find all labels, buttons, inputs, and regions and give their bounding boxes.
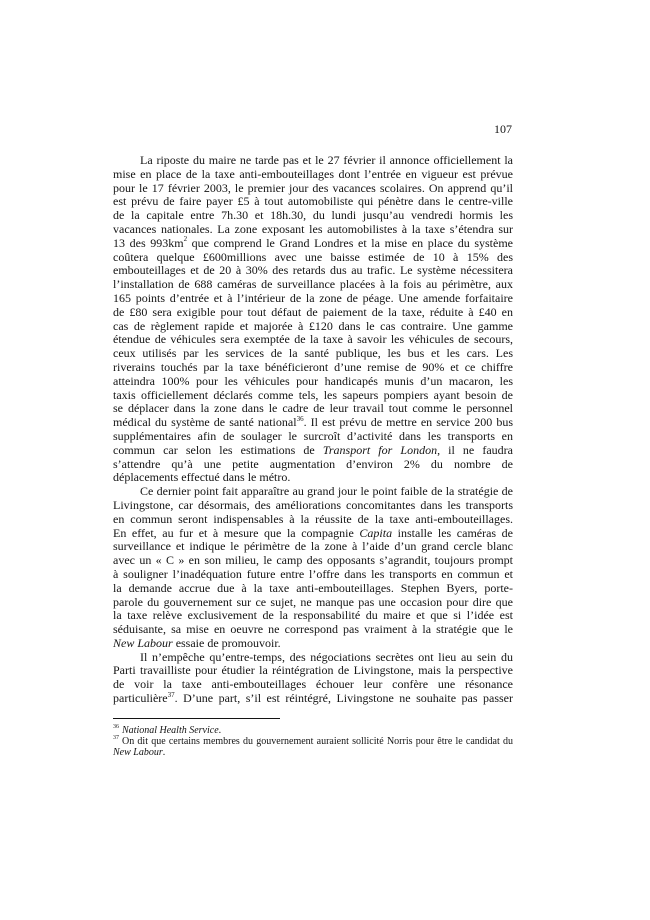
text-line: [113, 195, 513, 209]
text-line: [113, 402, 513, 416]
paragraph: [113, 485, 513, 651]
footnote: [113, 725, 513, 736]
text-line: [113, 223, 513, 237]
text-line: [113, 485, 513, 499]
text-run: médical du système de santé national: [113, 415, 297, 430]
footnote-reference: 36: [296, 414, 304, 423]
text-run: l’installation de 688 caméras de surveillance placées à la fois au périmètre, aux: [113, 277, 513, 292]
body-text: [113, 154, 513, 706]
footnote-number: 36: [113, 724, 119, 731]
footnote-reference: 37: [167, 690, 175, 699]
footnote-line: [113, 725, 513, 736]
text-run: particulière: [113, 691, 168, 706]
text-run: atteindra 100% pour les véhicules pour handicapés munis d’un macaron, les: [113, 373, 513, 388]
text-run: riverains touchés par la taxe bénéficieront d’une remise de 90% et ce chiffre: [113, 359, 513, 374]
text-line: [113, 416, 513, 430]
text-line: [113, 678, 513, 692]
text-run: avec un « C » en son milieu, le camp des opposants s’agrandit, toujours prompt: [113, 553, 513, 568]
text-run: parole du gouvernement sur ce sujet, ne manque pas une occasion pour dire que: [113, 594, 513, 609]
paragraph: [113, 154, 513, 485]
text-run: de la capitale entre 7h.30 et 18h.30, du lundi jusqu’au vendredi hormis les: [113, 208, 513, 223]
text-run: la taxe relève exclusivement de la responsabilité du maire et que si l’idée est: [113, 608, 513, 623]
text-run: En effet, au fur et à mesure que la compagnie: [113, 525, 360, 540]
text-run: vacances nationales. La zone exposant les automobilistes à la taxe s’étendra sur: [113, 221, 513, 236]
text-run: Livingstone, car désormais, des améliorations concomitantes dans les transports: [113, 497, 513, 512]
text-line: [113, 609, 513, 623]
text-line: [113, 513, 513, 527]
text-run: essaie de promouvoir.: [172, 635, 281, 650]
text-line: [113, 651, 513, 665]
text-run: coûtera quelque £600millions avec une baisse estimée de 10 à 15% des: [113, 249, 513, 264]
text-run: .: [162, 747, 166, 758]
text-run: commun car selon les estimations de: [113, 442, 323, 457]
italic-text: National Health Service: [122, 725, 219, 736]
text-line: [113, 540, 513, 554]
text-run: installe les caméras de: [392, 525, 514, 540]
text-line: [113, 499, 513, 513]
italic-text: Capita: [359, 525, 393, 540]
text-run: est prévu de faire payer £5 à tout automobiliste qui pénètre dans le centre-ville: [113, 194, 513, 209]
text-run: Il n’empêche qu’entre-temps, des négociations secrètes ont lieu au sein du: [140, 649, 513, 664]
text-line: [113, 637, 513, 651]
footnotes: [113, 725, 513, 758]
text-run: surveillance et indique le périmètre de la zone à l’aide d’un grand cercle blanc: [113, 539, 513, 554]
page-number: 107: [494, 122, 512, 136]
text-run: en commun seront indispensables à la réussite de la taxe anti-embouteillages.: [113, 511, 513, 526]
footnote: [113, 736, 513, 758]
footnote-line: [113, 736, 513, 747]
text-line: [113, 375, 513, 389]
text-line: [113, 458, 513, 472]
text-line: [113, 430, 513, 444]
text-run: cas de règlement rapide et majorée à £120 dans le cas contraire. Une gamme: [113, 318, 513, 333]
footnote-number: 37: [113, 735, 119, 742]
text-line: [113, 333, 513, 347]
text-line: [113, 568, 513, 582]
text-run: se déplacer dans la zone dans le cadre de leur travail tout comme le personnel: [113, 401, 513, 416]
text-run: La riposte du maire ne tarde pas et le 27 février il annonce officiellement la: [140, 153, 513, 167]
text-run: Ce dernier point fait apparaître au grand jour le point faible de la stratégie de: [140, 484, 513, 499]
text-run: séduisante, sa mise en oeuvre ne correspond pas vraiment à la stratégie que le: [113, 622, 513, 637]
italic-text: New Labour: [113, 747, 163, 758]
italic-text: Transport for London: [322, 442, 438, 457]
text-line: [113, 471, 513, 485]
footnote-line: [113, 747, 513, 758]
footnote-reference: 2: [183, 235, 188, 244]
text-line: [113, 154, 513, 168]
text-run: la demande accrue due à la taxe anti-embouteillages. Stephen Byers, porte-: [113, 580, 513, 595]
footnote-separator: [113, 718, 280, 719]
text-line: [113, 182, 513, 196]
text-line: [113, 347, 513, 361]
text-line: [113, 209, 513, 223]
text-line: [113, 278, 513, 292]
text-run: de voir la taxe anti-embouteillages échouer leur confère une résonance: [113, 677, 513, 692]
text-run: . Il est prévu de mettre en service 200 bus: [303, 415, 513, 430]
text-run: s’attendre qu’à une petite augmentation d’environ 2% du nombre de: [113, 456, 513, 471]
text-line: [113, 596, 513, 610]
text-line: [113, 251, 513, 265]
text-run: déplacements effectué dans le métro.: [113, 470, 291, 485]
text-line: [113, 320, 513, 334]
text-run: .: [218, 725, 222, 736]
text-run: 165 points d’entrée et à l’intérieur de la zone de péage. Une amende forfaitaire: [113, 290, 513, 305]
text-line: [113, 361, 513, 375]
text-line: [113, 444, 513, 458]
text-line: [113, 692, 513, 706]
text-line: [113, 306, 513, 320]
text-line: [113, 264, 513, 278]
text-run: de £80 sera exigible pour tout défaut de paiement de la taxe, réduite à £40 en: [113, 304, 513, 319]
text-line: [113, 168, 513, 182]
text-run: que comprend le Grand Londres et la mise en place du système: [187, 235, 513, 250]
text-run: à souligner l’inadéquation future entre l’offre dans les transports en commun et: [113, 566, 513, 581]
paragraph: [113, 651, 513, 706]
text-run: embouteillages et de 20 à 30% des retards dus au trafic. Le système nécessitera: [113, 263, 513, 278]
text-line: [113, 664, 513, 678]
text-run: 13 des 993km: [113, 235, 184, 250]
text-line: [113, 237, 513, 251]
text-run: pour le 17 février 2003, le premier jour des vacances scolaires. On apprend qu’il: [113, 180, 513, 195]
text-line: [113, 527, 513, 541]
text-line: [113, 582, 513, 596]
text-run: . D’une part, s’il est réintégré, Livingstone ne souhaite pas passer: [174, 691, 513, 706]
text-run: taxis officiellement déclarés comme tels, les sapeurs pompiers ayant besoin de: [113, 387, 513, 402]
text-run: ceux utilisés par les services de la santé publique, les bus et les cars. Les: [113, 346, 513, 361]
italic-text: New Labour: [113, 635, 173, 650]
text-run: On dit que certains membres du gouvernement auraient sollicité Norris pour être le candidat du: [122, 736, 513, 747]
text-run: supplémentaires afin de soulager le surcroît d’activité dans les transports en: [113, 428, 513, 443]
text-line: [113, 292, 513, 306]
text-line: [113, 623, 513, 637]
text-run: , il ne faudra: [437, 442, 513, 457]
text-run: Parti travailliste pour étudier la réintégration de Livingstone, mais la perspective: [113, 663, 513, 678]
text-run: mise en place de la taxe anti-embouteillages dont l’entrée en vigueur est prévue: [113, 166, 513, 181]
text-line: [113, 389, 513, 403]
text-line: [113, 554, 513, 568]
text-run: étendue de véhicules sera exemptée de la taxe à savoir les véhicules de secours,: [113, 332, 513, 347]
